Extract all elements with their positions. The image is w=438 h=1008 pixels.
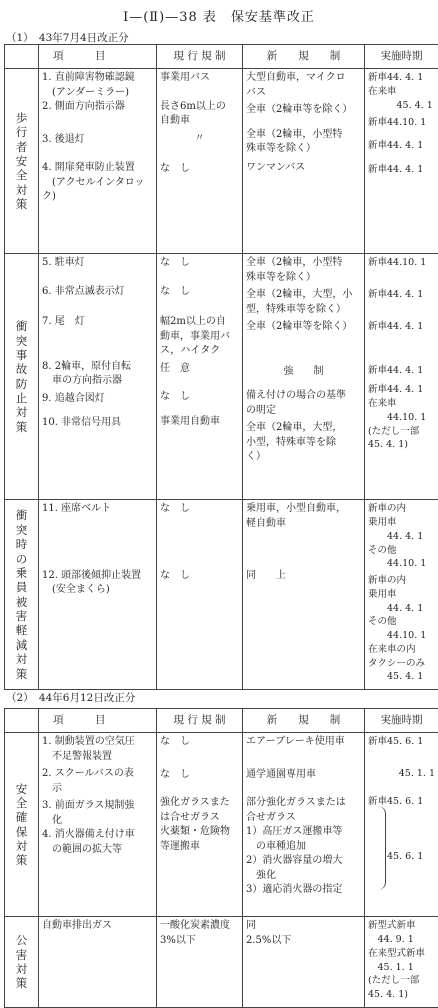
item-text: 12. 頭部後傾抑止装置 (安全まくら) — [42, 569, 153, 598]
current-text: な し — [160, 162, 239, 177]
item-cell — [39, 254, 157, 500]
current-text: な し — [160, 285, 239, 300]
current-cell — [157, 917, 243, 1008]
header-new: 新 規 制 — [243, 709, 365, 733]
date-text: 新車44. 4. 1 — [368, 163, 435, 177]
section-1-table — [4, 44, 438, 690]
header-date: 実施時期 — [365, 709, 438, 733]
section-2-label: （2） 44年6月12日改正分 — [6, 690, 135, 705]
item-text: 1. 直前障害物確認鏡 (アンダーミラー) 2. 側面方向指示器 — [42, 71, 153, 115]
new-text: 全車（2輪車，小型特 殊車等を除く） — [246, 256, 361, 285]
new-text: 強 制 — [246, 365, 361, 380]
date-cell — [365, 254, 438, 500]
grouping-brace — [377, 806, 386, 890]
new-cell — [243, 500, 365, 690]
item-text: 9. 追越合図灯 — [42, 392, 153, 407]
current-text: 一酸化炭素濃度 3%以下 — [160, 919, 239, 948]
current-text: 長さ6m以上の 自動車 — [160, 100, 239, 129]
new-text: 同 2.5%以下 — [246, 919, 361, 948]
new-text: 大型自動車，マイクロ バス — [246, 71, 361, 100]
item-text: 4. 開扉発車防止装置 (アクセルインタロック) — [42, 161, 153, 205]
item-text: 2. スクールバスの表 示 — [42, 767, 153, 796]
new-text: 全車（2輪車等を除く） — [246, 103, 361, 118]
page-title: Ⅰ—(Ⅱ)—38 表 保安基準改正 — [0, 6, 438, 25]
table-header-row — [5, 45, 438, 69]
header-current: 現 行 規 制 — [157, 45, 243, 69]
new-text: 全車（2輪車，大型，小 型，特殊車等を除く） — [246, 288, 361, 317]
date-text: 新車の内 乗用車 44. 4. 1 その他 44.10. 1 在来車の内 タクシーのみ 45. 4. 1 — [368, 574, 435, 684]
date-cell — [365, 500, 438, 690]
date-cell — [365, 733, 438, 917]
new-text: 全車（2輪車等を除く） — [246, 320, 361, 335]
category-cell: 衝突時の乗員被害軽減対策 — [5, 500, 39, 690]
date-text: 新車44.10. 1 — [368, 116, 435, 130]
current-text: な し — [160, 256, 239, 271]
new-cell — [243, 69, 365, 254]
category-cell: 公害対策 — [5, 917, 39, 1008]
new-text: 全車（2輪車，大型， 小型，特殊車等を除 く） — [246, 421, 361, 465]
date-text: 新車44. 4. 1 — [368, 364, 435, 378]
item-text: 6. 非常点滅表示灯 — [42, 285, 153, 300]
current-text: 幅2m以上の自 動車，事業用バ ス，ハイタク — [160, 315, 239, 359]
item-cell — [39, 917, 157, 1008]
current-cell — [157, 500, 243, 690]
date-text: 新車44.10. 1 — [368, 256, 435, 270]
item-text: 5. 駐車灯 — [42, 256, 153, 271]
item-text: 7. 尾 灯 — [42, 315, 153, 330]
current-text: 任 意 — [160, 362, 239, 377]
item-text: 自動車排出ガス — [42, 919, 153, 934]
new-cell — [243, 917, 365, 1008]
new-cell — [243, 254, 365, 500]
date-text: 新車の内 乗用車 44. 4. 1 その他 44.10. 1 — [368, 502, 435, 571]
item-text: 10. 非常信号用具 — [42, 416, 153, 431]
item-text: 3. 後退灯 — [42, 133, 153, 148]
header-current: 現 行 規 制 — [157, 709, 243, 733]
date-text: 新車44. 4. 1 — [368, 320, 435, 334]
header-category — [5, 45, 39, 69]
header-date: 実施時期 — [365, 45, 438, 69]
new-cell — [243, 733, 365, 917]
date-text: 新車44. 4. 1 在来車 45. 4. 1 — [368, 71, 435, 112]
current-cell — [157, 69, 243, 254]
current-cell — [157, 733, 243, 917]
current-text: 強化ガラスまた は合せガラス 火薬類・危険物 等運搬車 — [160, 796, 239, 854]
current-text: な し — [160, 502, 239, 517]
date-text: 新車44. 4. 1 — [368, 139, 435, 153]
date-text: 新車44. 4. 1 在来車 44.10. 1 (ただし一部 45. 4. 1) — [368, 383, 435, 452]
category-cell: 安全確保対策 — [5, 733, 39, 917]
new-text: 備え付けの場合の基準 の明定 — [246, 389, 361, 418]
item-cell — [39, 69, 157, 254]
date-text: 新車45. 6. 1 — [368, 735, 435, 749]
header-category — [5, 709, 39, 733]
item-text: 11. 座席ベルト — [42, 502, 153, 517]
current-text: な し — [160, 569, 239, 584]
date-text: 新車44. 4. 1 — [368, 288, 435, 302]
item-text: 8. 2輪車，原付自転 車の方向指示器 — [42, 360, 153, 389]
section-2-table — [4, 708, 438, 1008]
new-text: ワンマンバス — [246, 161, 361, 176]
section-1-label: （1） 43年7月4日改正分 — [6, 30, 129, 45]
item-text: 3. 前面ガラス規制強 化 4. 消火器備え付け車 の範囲の拡大等 — [42, 799, 153, 857]
new-text: 乗用車，小型自動車， 軽自動車 — [246, 502, 361, 531]
current-text: な し — [160, 768, 239, 783]
category-cell: 衝突事故防止対策 — [5, 254, 39, 500]
new-text: 部分強化ガラスまたは 合せガラス 1）高圧ガス運搬車等 の車種追加 2）消火器容量の増大 強化 3）適応消火器の指定 — [246, 796, 361, 898]
current-text: な し — [160, 390, 239, 405]
new-text: 全車（2輪車，小型特 殊車等を除く） — [246, 128, 361, 157]
new-text: 同 上 — [246, 569, 361, 584]
header-new: 新 規 制 — [243, 45, 365, 69]
current-text: 事業用バス — [160, 71, 239, 86]
item-text: 1. 制動装置の空気圧 不足警報装置 — [42, 735, 153, 764]
date-cell — [365, 69, 438, 254]
item-cell — [39, 733, 157, 917]
item-cell — [39, 500, 157, 690]
new-text: 通学通園専用車 — [246, 768, 361, 783]
date-cell — [365, 917, 438, 1008]
table-header-row — [5, 709, 438, 733]
category-cell: 歩行者安全対策 — [5, 69, 39, 254]
current-cell — [157, 254, 243, 500]
table-row — [5, 254, 438, 500]
header-item: 項 目 — [39, 709, 157, 733]
new-text: エアーブレーキ使用車 — [246, 735, 361, 750]
date-text: 新型式新車 44. 9. 1 在来型式新車 45. 1. 1 (ただし一部 45. 4. 1) — [368, 919, 435, 1002]
header-item: 項 目 — [39, 45, 157, 69]
table-row — [5, 733, 438, 917]
table-row — [5, 917, 438, 1008]
current-text: な し — [160, 735, 239, 750]
table-row — [5, 500, 438, 690]
date-text: 新車45. 6. 1 45. 6. 1 — [368, 795, 435, 864]
current-text: 事業用自動車 — [160, 415, 239, 430]
date-text: 45. 1. 1 — [368, 767, 435, 781]
current-text: 〃 — [160, 132, 239, 147]
table-row — [5, 69, 438, 254]
